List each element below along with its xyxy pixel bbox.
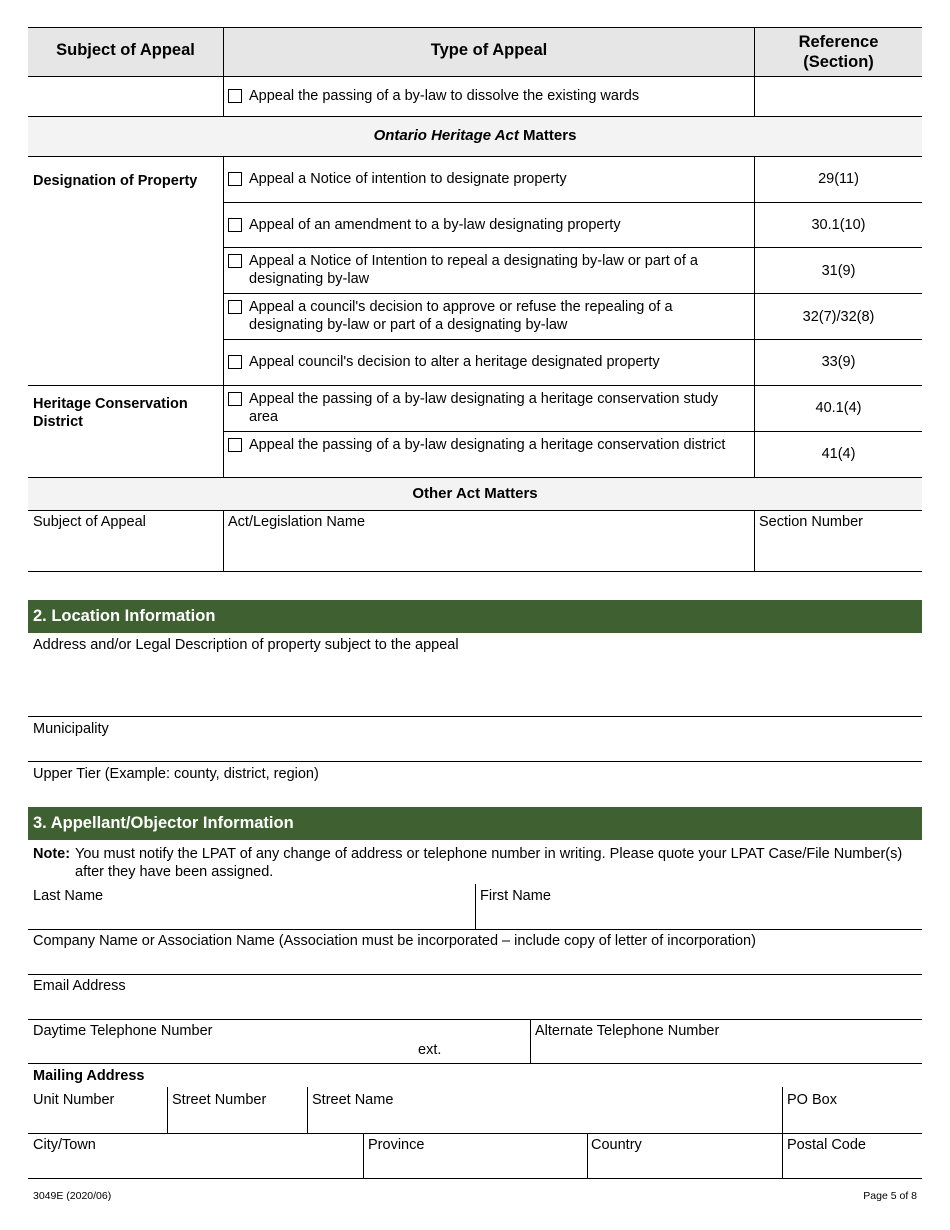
unit-label: Unit Number bbox=[33, 1092, 115, 1108]
company-input[interactable] bbox=[28, 952, 922, 973]
rule bbox=[224, 247, 922, 248]
rule bbox=[28, 116, 922, 117]
rule bbox=[223, 28, 224, 116]
header-type: Type of Appeal bbox=[430, 41, 548, 59]
municipality-label: Municipality bbox=[33, 721, 109, 737]
rule bbox=[28, 1063, 922, 1064]
alt-phone-label: Alternate Telephone Number bbox=[535, 1023, 720, 1039]
rule bbox=[28, 716, 922, 717]
header-subject: Subject of Appeal bbox=[56, 41, 195, 59]
form-id: 3049E (2020/06) bbox=[33, 1190, 112, 1202]
option-dissolve-wards: Appeal the passing of a by-law to dissolve the existing wards bbox=[228, 87, 748, 105]
ref-notice-designate: 29(11) bbox=[818, 171, 859, 187]
checkbox-repeal-notice[interactable] bbox=[228, 254, 242, 268]
rule bbox=[28, 510, 922, 511]
province-input[interactable] bbox=[364, 1155, 586, 1177]
rule bbox=[28, 1133, 922, 1134]
note-label: Note: bbox=[33, 846, 71, 862]
rule bbox=[224, 339, 922, 340]
checkbox-council-repeal[interactable] bbox=[228, 300, 242, 314]
upper-tier-input[interactable] bbox=[28, 785, 922, 805]
first-name-input[interactable] bbox=[476, 906, 922, 928]
rule bbox=[28, 156, 922, 157]
other-act-input[interactable] bbox=[224, 532, 754, 570]
ext-label: ext. bbox=[418, 1042, 442, 1058]
postal-input[interactable] bbox=[783, 1155, 922, 1177]
other-section-title: Other Act Matters bbox=[412, 485, 538, 502]
country-label: Country bbox=[591, 1137, 642, 1153]
other-act-label: Act/Legislation Name bbox=[228, 514, 366, 530]
rule bbox=[754, 156, 755, 477]
checkbox-notice-designate[interactable] bbox=[228, 172, 242, 186]
rule bbox=[754, 510, 755, 571]
option-alter-property: Appeal council's decision to alter a heritage designated property bbox=[228, 353, 748, 371]
page-number: Page 5 of 8 bbox=[863, 1190, 917, 1202]
email-label: Email Address bbox=[33, 978, 126, 994]
po-box-input[interactable] bbox=[783, 1110, 922, 1132]
rule bbox=[28, 1178, 922, 1179]
header-reference: Reference (Section) bbox=[798, 33, 879, 71]
street-number-input[interactable] bbox=[168, 1110, 306, 1132]
note-text: You must notify the LPAT of any change of address or telephone number in writing. Please quote your LPAT Case/File Number(s) after they have been assigned. bbox=[75, 846, 903, 880]
rule bbox=[28, 974, 922, 975]
ref-conservation-district: 41(4) bbox=[821, 446, 856, 462]
ref-council-repeal: 32(7)/32(8) bbox=[802, 309, 875, 325]
other-subject-input[interactable] bbox=[28, 532, 223, 570]
first-name-label: First Name bbox=[480, 888, 551, 904]
province-label: Province bbox=[368, 1137, 425, 1153]
rule bbox=[224, 202, 922, 203]
upper-tier-label: Upper Tier (Example: county, district, region) bbox=[33, 766, 319, 782]
rule bbox=[28, 385, 922, 386]
designation-subject: Designation of Property bbox=[33, 173, 198, 189]
checkbox-alter-property[interactable] bbox=[228, 355, 242, 369]
alt-phone-input[interactable] bbox=[531, 1040, 922, 1062]
city-input[interactable] bbox=[28, 1155, 362, 1177]
rule bbox=[28, 76, 922, 77]
company-label: Company Name or Association Name (Association must be incorporated – include copy of letter of incorporation) bbox=[33, 933, 756, 949]
rule bbox=[28, 477, 922, 478]
option-council-repeal: Appeal a council's decision to approve or refuse the repealing of a designating by-law or part of a designating by-law bbox=[228, 298, 748, 334]
address-input[interactable] bbox=[28, 656, 922, 716]
rule bbox=[223, 156, 224, 477]
checkbox-conservation-district[interactable] bbox=[228, 438, 242, 452]
rule bbox=[223, 510, 224, 571]
rule bbox=[224, 293, 922, 294]
conservation-subject: Heritage Conservation District bbox=[33, 396, 188, 430]
heritage-section-title: Ontario Heritage Act Matters bbox=[373, 127, 577, 144]
option-notice-designate: Appeal a Notice of intention to designate property bbox=[228, 170, 748, 188]
postal-label: Postal Code bbox=[787, 1137, 866, 1153]
country-input[interactable] bbox=[588, 1155, 781, 1177]
option-study-area: Appeal the passing of a by-law designating a heritage conservation study area bbox=[228, 390, 748, 426]
rule bbox=[28, 571, 922, 572]
location-heading: 2. Location Information bbox=[28, 600, 922, 633]
unit-input[interactable] bbox=[28, 1110, 166, 1132]
street-name-input[interactable] bbox=[308, 1110, 781, 1132]
ref-alter-property: 33(9) bbox=[821, 354, 856, 370]
rule bbox=[754, 28, 755, 116]
other-subject-label: Subject of Appeal bbox=[33, 514, 146, 530]
rule bbox=[224, 431, 922, 432]
municipality-input[interactable] bbox=[28, 740, 922, 760]
ref-repeal-notice: 31(9) bbox=[821, 263, 856, 279]
note bbox=[33, 845, 913, 881]
last-name-input[interactable] bbox=[28, 906, 474, 928]
checkbox-amendment[interactable] bbox=[228, 218, 242, 232]
last-name-label: Last Name bbox=[33, 888, 104, 904]
daytime-phone-input[interactable] bbox=[28, 1040, 413, 1062]
other-section-label: Section Number bbox=[759, 514, 863, 530]
rule bbox=[28, 1019, 922, 1020]
rule bbox=[28, 27, 922, 28]
street-number-label: Street Number bbox=[172, 1092, 267, 1108]
option-conservation-district: Appeal the passing of a by-law designating a heritage conservation district bbox=[228, 436, 748, 454]
city-label: City/Town bbox=[33, 1137, 96, 1153]
other-section-input[interactable] bbox=[755, 532, 922, 570]
ext-input[interactable] bbox=[445, 1040, 529, 1062]
ref-amendment: 30.1(10) bbox=[811, 217, 866, 233]
street-name-label: Street Name bbox=[312, 1092, 394, 1108]
rule bbox=[28, 929, 922, 930]
option-repeal-notice: Appeal a Notice of Intention to repeal a designating by-law or part of a designating by-law bbox=[228, 252, 748, 288]
daytime-phone-label: Daytime Telephone Number bbox=[33, 1023, 213, 1039]
address-label: Address and/or Legal Description of property subject to the appeal bbox=[33, 637, 459, 653]
option-amendment: Appeal of an amendment to a by-law designating property bbox=[228, 216, 748, 234]
checkbox-dissolve-wards[interactable] bbox=[228, 89, 242, 103]
email-input[interactable] bbox=[28, 997, 922, 1018]
appellant-heading: 3. Appellant/Objector Information bbox=[28, 807, 922, 840]
checkbox-study-area[interactable] bbox=[228, 392, 242, 406]
ref-study-area: 40.1(4) bbox=[815, 400, 862, 416]
mailing-heading: Mailing Address bbox=[33, 1068, 145, 1084]
po-box-label: PO Box bbox=[787, 1092, 837, 1108]
rule bbox=[28, 761, 922, 762]
